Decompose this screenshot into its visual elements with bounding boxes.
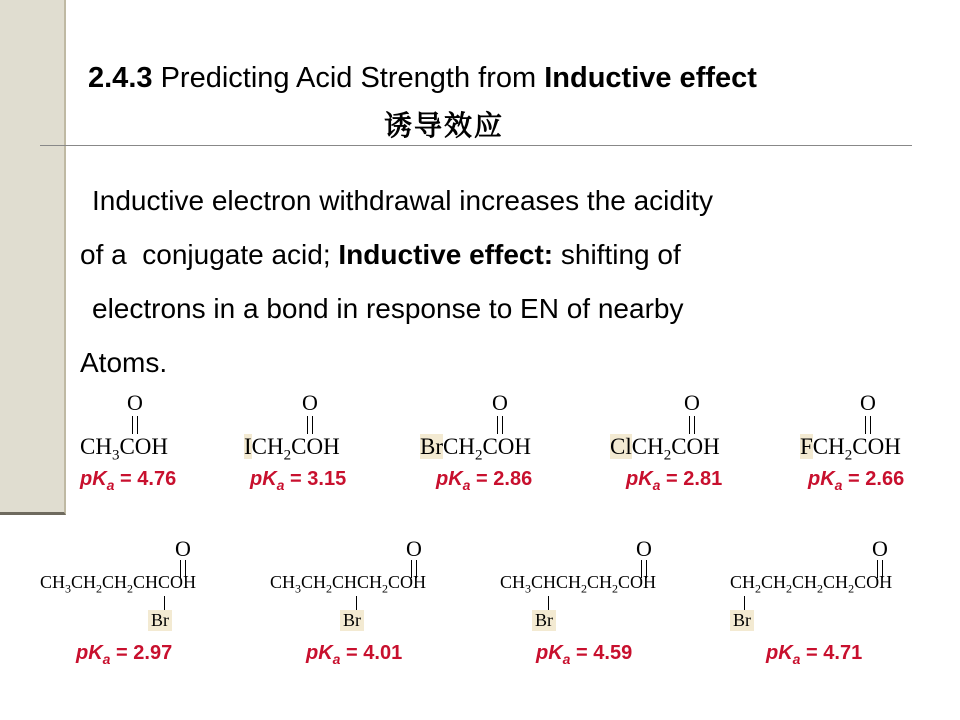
molecule-formula: $CH_2CH_2CH_2CH_2COH$ (730, 572, 893, 596)
bromine-bond (548, 596, 549, 610)
pka-value: $pK_a = 3.15$ (250, 468, 347, 493)
body-line-2 (80, 228, 930, 282)
title-chinese: 诱导效应 (384, 110, 505, 141)
pka-value: $pK_a = 4.76$ (80, 468, 177, 493)
slide-sidebar (0, 0, 66, 515)
carbonyl-oxygen: O (872, 536, 888, 561)
bromine-substituent: Br (532, 610, 556, 631)
molecule-formula: $CH_3CH_2CH_2CHCOH$ (40, 572, 197, 596)
carbonyl-oxygen: O (127, 390, 143, 415)
bromine-bond (744, 596, 745, 610)
pka-value: $pK_a = 4.59$ (536, 642, 633, 667)
double-bond (865, 416, 871, 434)
title-bold: Inductive effect (544, 62, 757, 94)
molecule-formula: $FCH_2COH$ (800, 434, 901, 464)
body-line-2a: of a conjugate acid; (80, 239, 339, 270)
title-number: 2.4.3 (88, 62, 153, 94)
molecule-formula: $CH_3CH_2CHCH_2COH$ (270, 572, 427, 596)
bromine-bond (356, 596, 357, 610)
bromine-substituent: Br (340, 610, 364, 631)
pka-value: $pK_a = 2.66$ (808, 468, 905, 493)
molecule-formula: $CH_3CHCH_2CH_2COH$ (500, 572, 657, 596)
molecule-formula: $ICH_2COH$ (244, 434, 340, 464)
body-line-3: electrons in a bond in response to EN of nearby (92, 293, 684, 324)
pka-value: $pK_a = 4.71$ (766, 642, 863, 667)
body-line-4: Atoms. (80, 347, 168, 378)
carbonyl-oxygen: O (684, 390, 700, 415)
double-bond (497, 416, 503, 434)
double-bond (307, 416, 313, 434)
carbonyl-oxygen: O (636, 536, 652, 561)
double-bond (689, 416, 695, 434)
pka-value: $pK_a = 2.86$ (436, 468, 533, 493)
carbonyl-oxygen: O (492, 390, 508, 415)
title-divider (40, 145, 912, 146)
molecule-formula: BrCH$_2$COH (420, 434, 532, 464)
body-line-2b: Inductive effect: (338, 239, 554, 270)
bromine-bond (164, 596, 165, 610)
molecule-formula: ClCH$_2$COH (610, 434, 720, 464)
carbonyl-oxygen: O (175, 536, 191, 561)
molecule-formula: $CH_3COH$ (80, 434, 169, 464)
carbonyl-oxygen: O (406, 536, 422, 561)
pka-value: $pK_a = 2.81$ (626, 468, 723, 493)
slide-title (88, 62, 958, 95)
pka-value: $pK_a = 4.01$ (306, 642, 403, 667)
carbonyl-oxygen: O (302, 390, 318, 415)
pka-value: $pK_a = 2.97$ (76, 642, 173, 667)
bromine-substituent: Br (730, 610, 754, 631)
body-line-1: Inductive electron withdrawal increases the acidity (92, 185, 713, 216)
body-line-2c: shifting of (553, 239, 681, 270)
bromine-substituent: Br (148, 610, 172, 631)
body-paragraph (80, 174, 930, 390)
title-text: Predicting Acid Strength from (160, 62, 537, 94)
double-bond (132, 416, 138, 434)
carbonyl-oxygen: O (860, 390, 876, 415)
